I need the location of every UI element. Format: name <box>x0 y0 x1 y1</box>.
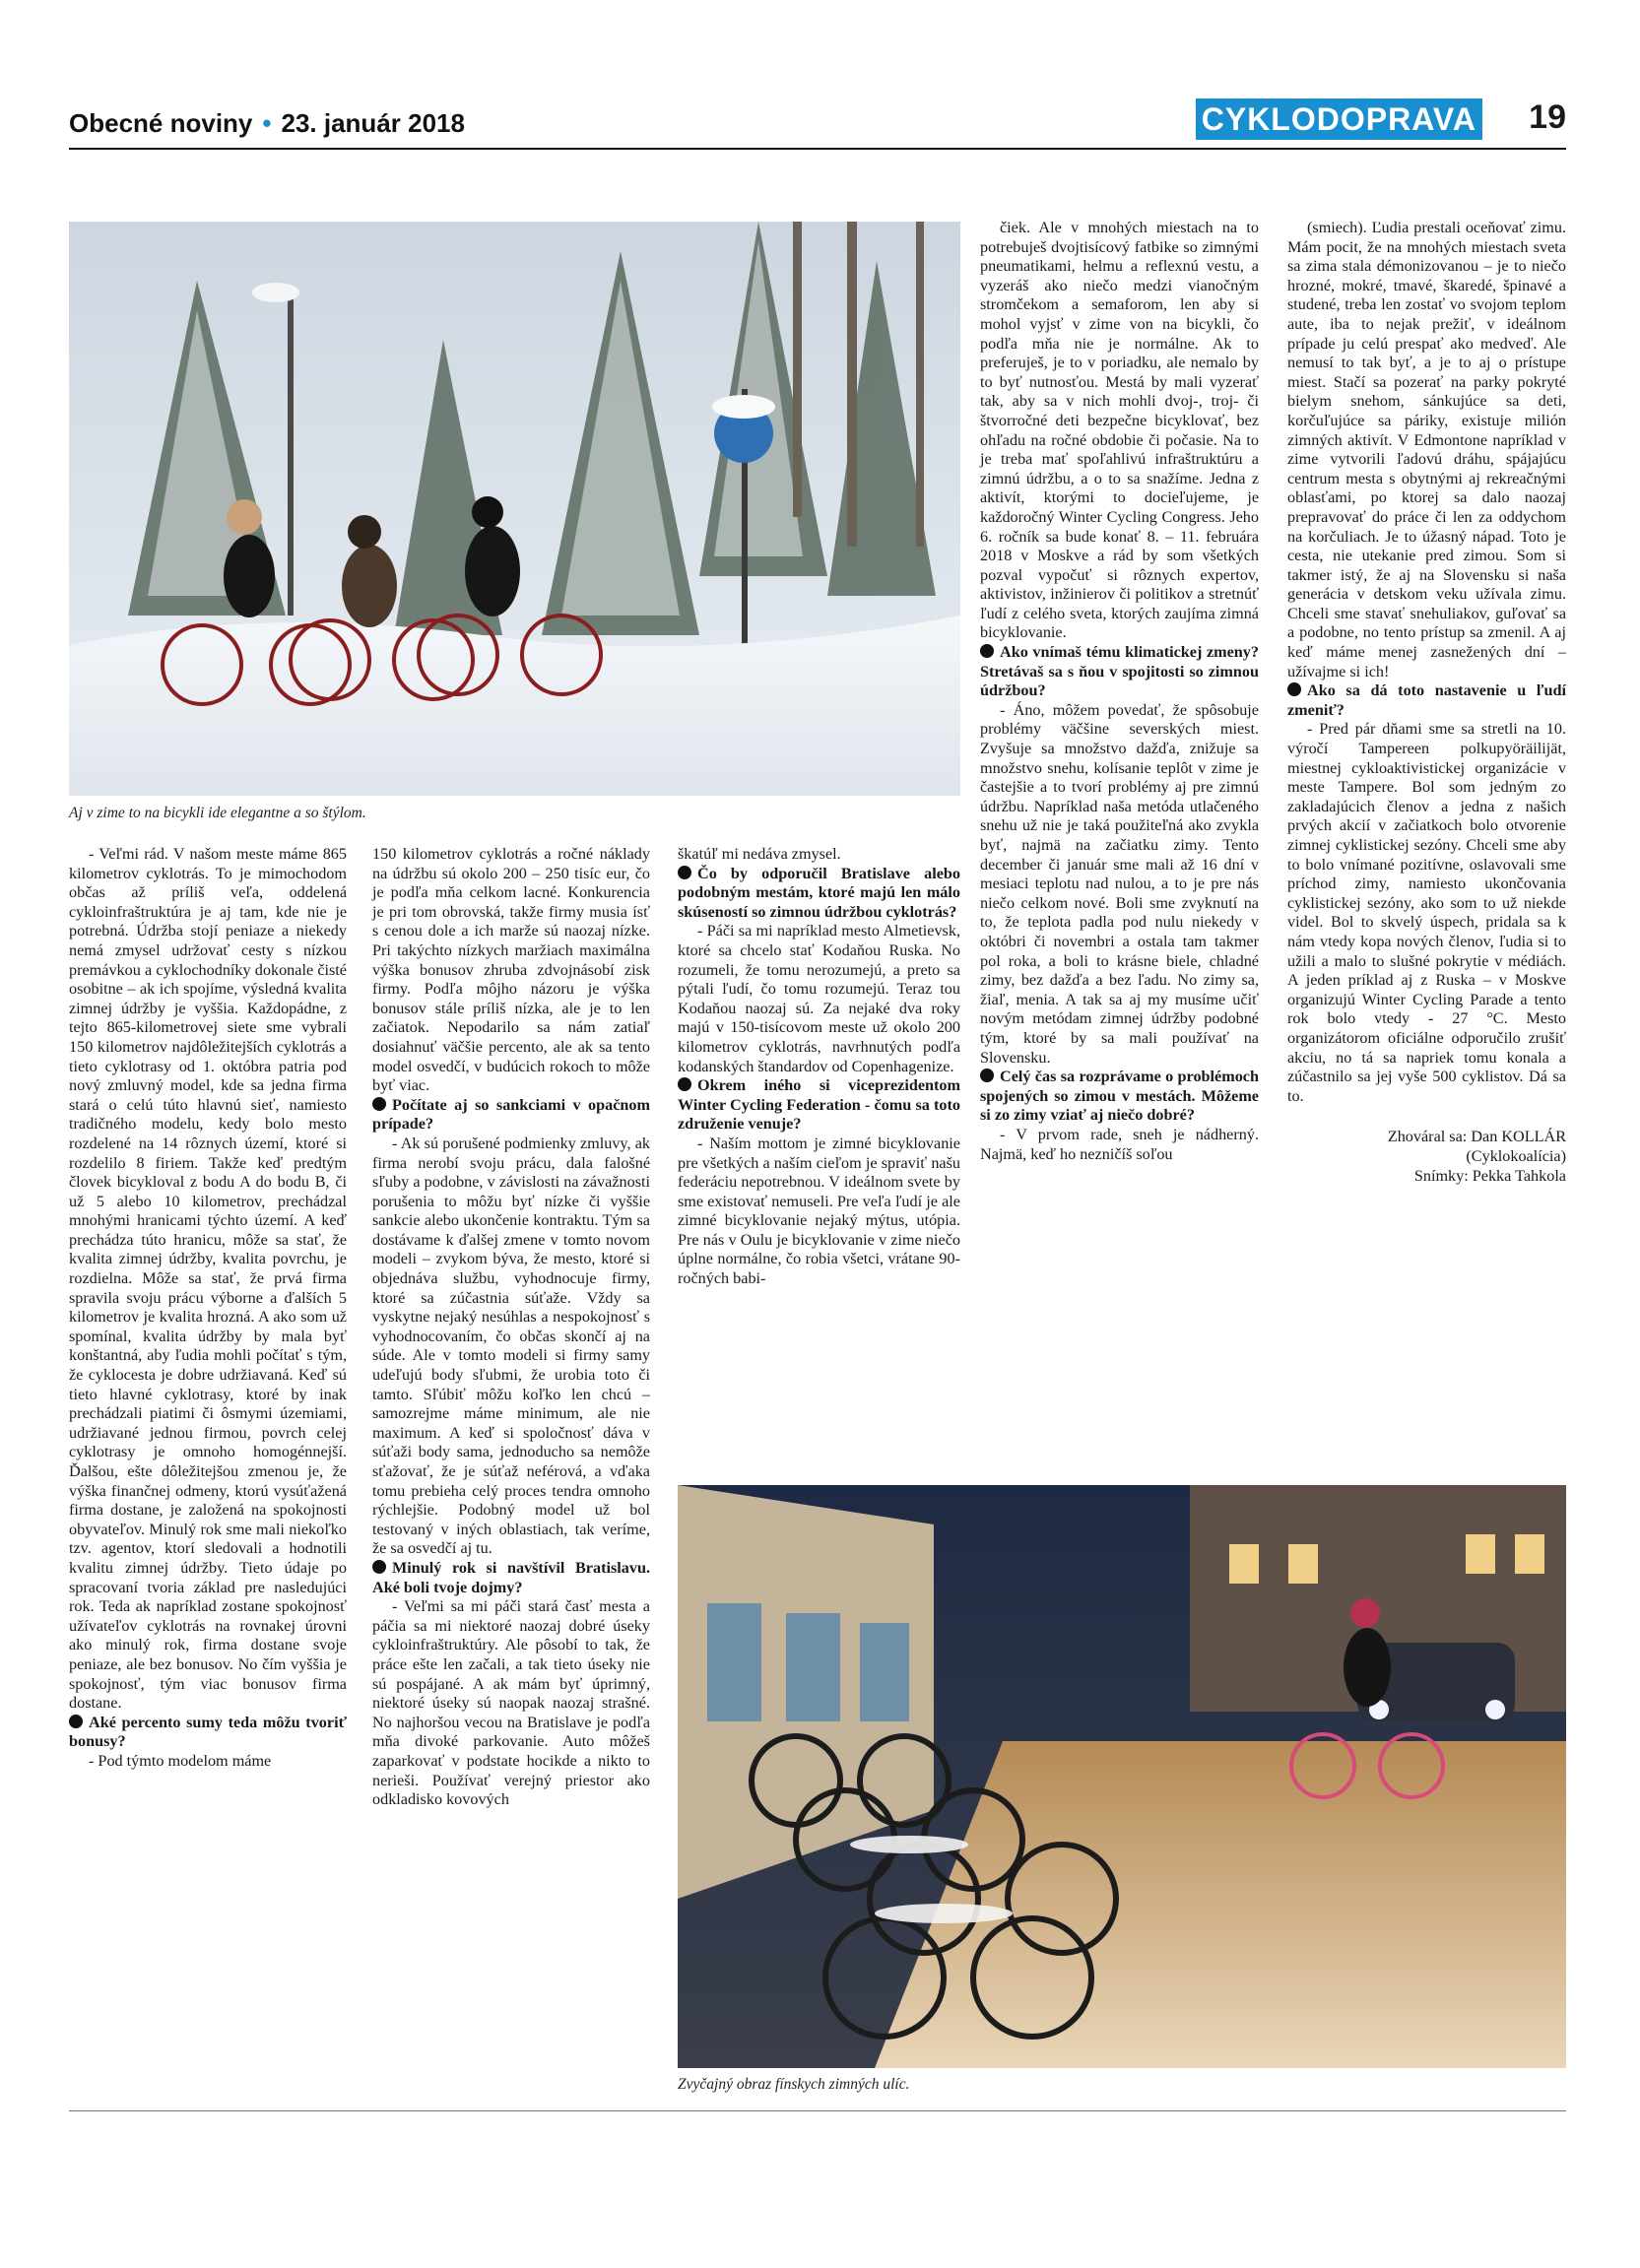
bullet-icon <box>678 866 691 879</box>
finnish-street-image <box>678 1485 1566 2068</box>
bottom-photo-caption: Zvyčajný obraz fínskych zimných ulíc. <box>678 2076 910 2093</box>
article-paragraph: 150 kilometrov cyklotrás a ročné náklady na údržbu sú okolo 200 – 250 tisíc eur, čo je podľa mňa celkom lacné. Konkurencia je pri tom obrovská, takže firmy musia ísť s cenou dole a ich marže sú naozaj nízke. Pri takýchto nízkych maržiach maximálna výška bonusov zhruba zdvojnásobí zisk firmy. Podľa môjho názoru je výška bonusov stále príliš nízka, ale je to len začiatok. Nepodarilo sa nám zatiaľ dosiahnuť väčšie percento, ale ak sa tento model osvedčí, v budúcich rokoch to môže byť viac. <box>372 845 650 1095</box>
article-paragraph: - Pred pár dňami sme sa stretli na 10. výročí Tampereen polkupyöräilijät, miestnej cykloaktivistickej organizácie v meste Tampere. Bol som jedným zo zakladajúcich členov a jedna z našich prvých akcií v začiatkoch bolo otvorenie zimnej cyklistickej sezóny. Chceli sme aby to bolo vnímané pozitívne, oslavovali sme príchod zimy, namiesto ukončovania cyklistickej sezóny, ako som to už niekde videl. Bol to skvelý úspech, pridala sa k nám vtedy kopa nových členov, ľudia si to užili a malo to slušné pokrytie v médiách. A jeden príklad aj z Ruska – v Moskve organizujú Winter Cycling Parade a tento rok bolo vtedy - 27 °C. Mesto organizátorom oficiálne odporučilo zrušiť akciu, no tá sa napriek tomu konala a zúčastnilo sa jej vyše 500 cyklistov. Dá sa to. <box>1287 720 1566 1105</box>
article-paragraph: škatúľ mi nedáva zmysel. <box>678 845 841 863</box>
article-paragraph: - V prvom rade, sneh je nádherný. Najmä, keď ho nezničíš soľou <box>980 1125 1259 1163</box>
page-header <box>69 98 1566 150</box>
article-column-right-top <box>980 219 1259 1164</box>
section-title: CYKLODOPRAVA <box>1196 98 1482 140</box>
bullet-icon <box>372 1560 386 1574</box>
footer-rule <box>69 2110 1566 2111</box>
article-column-1 <box>69 845 347 1772</box>
separator-dot-icon: • <box>262 108 272 138</box>
top-photo <box>69 222 960 796</box>
article-paragraph: - Ak sú porušené podmienky zmluvy, ak firma nerobí svoju prácu, dala falošné sľuby a podobne, v závislosti na závažnosti porušenia to môžu byť nízke či vyššie sankcie alebo ukončenie kontraktu. Tým sa dostávame k ďalšej zmene v tomto novom modeli – zvykom býva, že mesto, ktoré si objednáva službu, vyhodnocuje firmy, ktoré sa zúčastnia súťaže. Vždy sa vyskytne nejaký nesúhlas a nespokojnosť s vyhodnocovaním, čo občas skončí aj na súde. Ale v tomto modeli si firmy samy udeľujú body sľubmi, že urobia toto či tamto. Sľúbiť môžu koľko len chcú – samozrejme máme minimum, ale nie maximum. A keď si spoločnosť dáva v súťaži body sama, jednoducho sa nemôže sťažovať, že je súťaž neférová, a vďaka tomu prebieha celý proces tendra omnoho rýchlejšie. Podobný model už bol testovaný v iných oblastiach, tak veríme, že sa osvedčí aj tu. <box>372 1134 650 1558</box>
bullet-icon <box>69 1715 83 1728</box>
credit-line: Zhováral sa: Dan KOLLÁR <box>1387 1128 1566 1146</box>
bullet-icon <box>1287 682 1301 696</box>
article-paragraph: čiek. Ale v mnohých miestach na to potrebuješ dvojtisícový fatbike so zimnými pneumatikami, helmu a reflexnú vestu, a vyzeráš ako niečo medzi vianočným stromčekom a semaforom, len aby si mohol vyjsť v zime von na bicykli, čo podľa mňa nie je normálne. Ak to preferuješ, je to v poriadku, ale nemalo by to byť nutnosťou. Mestá by mali vyzerať tak, aby sa v nich mohli dvoj-, troj- či štvorročné deti bezpečne bicyklovať, bez ohľadu na ročné obdobie či počasie. Na to je treba mať spoľahlivú infraštruktúru a zimnú údržbu, a o to sa snažíme. Jedna z aktivít, ktorými to docieľujeme, je každoročný Winter Cycling Congress. Jeho 6. ročník sa bude konať 8. – 11. februára 2018 v Moskve a rád by som všetkých pozval vypočuť si rôznych expertov, aktivistov, inžinierov či politikov a stretnúť ľudí z celého sveta, ktorých zaujíma zimná bicyklovanie. <box>980 219 1259 642</box>
question-text: Ako vnímaš tému klimatickej zmeny? Stretávaš sa s ňou v spojitosti so zimnou údržbou? <box>980 643 1259 700</box>
question-text: Čo by odporučil Bratislave alebo podobným mestám, ktoré majú len málo skúseností so zimnou údržbou cyklotrás? <box>678 864 960 921</box>
interview-question <box>678 865 960 923</box>
question-text: Počítate aj so sankciami v opačnom prípade? <box>372 1095 650 1134</box>
article-paragraph: - Naším mottom je zimné bicyklovanie pre všetkých a naším cieľom je spraviť našu federáciu nepotrebnou. V ideálnom svete by sme existovať nemuseli. Pre veľa ľudí je ale zimné bicyklovanie nejaký mýtus, utópia. Pre nás v Oulu je bicyklovanie v zime niečo úplne normálne, čo robia všetci, vrátane 90-ročných babi- <box>678 1134 960 1288</box>
issue-date: 23. január 2018 <box>281 108 465 138</box>
header-rule <box>69 148 1566 150</box>
winter-cyclists-image <box>69 222 960 796</box>
question-text: Ako sa dá toto nastavenie u ľudí zmeniť? <box>1287 681 1566 719</box>
interview-question <box>980 1068 1259 1126</box>
article-paragraph: - Áno, môžem povedať, že spôsobuje problémy väčšine severských miest. Zvyšuje sa množstvo dažďa, znižuje sa množstvo snehu, kolísanie teplôt v zime je častejšie a to tvorí problémy aj pre zimnú údržbu. Napríklad naša metóda utlačeného snehu už nie je taká použiteľná ako zvykla byť, najmä na začiatku zimy. Tento december či január sme mali až 16 dní v mesiaci teplotu nad nulou, a to je pre nás niečo celkom nové. Boli sme zvyknutí na to, že teplota padla pod nulu niekedy v októbri či novembri a ostala tam takmer pol roka, a boli to krásne biele, chladné zimy, bez dažďa a bez ľadu. No zimy sa, žiaľ, menia. A tak sa aj my musíme učiť novým metódam zimnej údržby podobné tým, ktoré by sa mali používať na Slovensku. <box>980 700 1259 1067</box>
question-text: Aké percento sumy teda môžu tvoriť bonusy? <box>69 1713 347 1751</box>
interview-question <box>980 643 1259 701</box>
question-text: Minulý rok si navštívil Bratislavu. Aké boli tvoje dojmy? <box>372 1558 650 1596</box>
bullet-icon <box>980 1069 994 1082</box>
interview-question <box>69 1714 347 1752</box>
publication-line <box>69 108 465 139</box>
credit-line: Snímky: Pekka Tahkola <box>1413 1166 1566 1185</box>
article-column-far-right <box>1287 219 1566 1186</box>
publication-name: Obecné noviny <box>69 108 253 138</box>
question-text: Celý čas sa rozprávame o problémoch spojených so zimou v mestách. Môžeme si zo zimy vziať aj niečo dobré? <box>980 1068 1259 1125</box>
article-column-3 <box>678 845 960 1289</box>
article-paragraph: - Páči sa mi napríklad mesto Almetievsk, ktoré sa chcelo stať Kodaňou Ruska. No rozumeli, že tomu nerozumejú, a preto sa pýtali ľudí, čo tomu rozumejú. Teraz tou Kodaňou naozaj sú. Za nejaké dva roky majú v 150-tisícovom meste už okolo 200 kilometrov cyklotrás, navrhnutých podľa kodanských štandardov od Copenhagenize. <box>678 922 960 1075</box>
question-text: Okrem iného si viceprezidentom Winter Cycling Federation - čomu sa toto združenie venuje? <box>678 1076 960 1134</box>
credit-line: (Cyklokoalícia) <box>1466 1146 1566 1165</box>
interview-question <box>1287 681 1566 720</box>
article-paragraph: (smiech). Ľudia prestali oceňovať zimu. Mám pocit, že na mnohých miestach sveta sa zima stala démonizovanou – je to niečo hrozné, mokré, tmavé, škaredé, špinavé a studené, treba len zostať vo svojom teplom aute, iba to nejak prežiť, v ideálnom prípade ju celú prespať ako medveď. Ale nemusí to tak byť, a je to aj o prístupe miest. Stačí sa pozerať na parky pokryté bielym snehom, sánkujúce sa deti, korčuľujúce sa páriky, existuje milión zimných aktivít. V Edmontone napríklad v zime vytvorili ľadovú dráhu, spájajúcu centrum mesta s obytnými aj rekreačnými oblasťami, po ktorej sa dalo naozaj prepravovať do práce či len za oddychom na korčuliach. Je to úžasný nápad. Toto je cesta, nie utekanie pred zimou. Som si takmer istý, že aj na Slovensku si naša generácia v detskom veku užívala zimu. Chceli sme stavať snehuliakov, guľovať sa a podobne, no tento prístup sa zmenil. A aj keď máme menej zasnežených dní – užívajme si ich! <box>1287 219 1566 680</box>
interview-question <box>678 1076 960 1134</box>
interview-question <box>372 1096 650 1134</box>
article-paragraph: - Pod týmto modelom máme <box>89 1751 272 1770</box>
interview-question <box>372 1559 650 1597</box>
article-column-2 <box>372 845 650 1810</box>
bottom-photo <box>678 1485 1566 2068</box>
top-photo-caption: Aj v zime to na bicykli ide elegantne a so štýlom. <box>69 805 366 821</box>
article-paragraph: - Veľmi sa mi páči stará časť mesta a páčia sa mi niektoré naozaj dobré úseky cykloinfraštruktúry. Ale pôsobí to tak, že práce ešte len začali, a tak tieto úseky nie sú pospájané. A ak mám byť úprimný, niektoré úseky sú naopak naozaj strašné. No najhoršou vecou na Bratislave je podľa mňa divoké parkovanie. Auto môžeš zaparkovať v podstate hocikde a nikto to nerieši. Používať verejný priestor ako odkladisko kovových <box>372 1597 650 1809</box>
article-credits <box>1287 1128 1566 1186</box>
bullet-icon <box>678 1077 691 1091</box>
page-number: 19 <box>1529 98 1566 136</box>
bullet-icon <box>372 1097 386 1111</box>
bullet-icon <box>980 644 994 658</box>
article-paragraph: - Veľmi rád. V našom meste máme 865 kilometrov cyklotrás. To je mimochodom občas až príliš veľa, oddelená cykloinfraštruktúra je aj tam, kde nie je potrebná. Údržba stojí peniaze a niekedy nemá zmysel udržovať cesty s nízkou premávkou a cyklochodníky dokonale čisté osobitne – ak ich spojíme, výsledná kvalita zimnej údržby je vyššia. Každopádne, z tejto 865-kilometrovej siete sme vybrali 150 kilometrov najdôležitejších cyklotrás a tieto cyklotrasy od 1. októbra patria pod nový zmluvný model, kde sa jedna firma stará o celú túto hlavnú sieť, namiesto tradičného modelu, kedy bolo mesto rozdelené na 14 rôznych území, ktoré si rozdelilo 8 firiem. Takže keď predtým človek bicykloval z bodu A do bodu B, či už 5 alebo 10 kilometrov, prechádzal mnohými hranicami týchto území. A keď prechádza túto hranicu, môže sa stať, že kvalita zimnej údržby, kvalita povrchu, je rozdielna. Môže sa stať, že prvá firma spravila svoju prácu výborne a ďalších 5 kilometrov je kvalita hrozná. A ako som už spomínal, kvalita údržby by mala byť konštantná, aby ľudia mohli počítať s tým, že cyklocesta je dobre udržiavaná. Keď sú tieto hlavné cyklotrasy, ktoré by inak prechádzali piatimi či ôsmymi územiami, udržiavané jednou firmou, povrch celej cyklotrasy je omnoho homogénnejší. Ďalšou, ešte dôležitejšou zmenou je, že výška finančnej odmeny, ktorú vysúťažená firma dostane, je založená na spokojnosti obyvateľov. Minulý rok sme mali niekoľko tzv. agentov, ktorí sledovali a hodnotili kvalitu zimnej údržby. Tieto údaje po spracovaní tvoria základ pre nasledujúci rok. Teda ak napríklad zostane spokojnosť užívateľov cyklotrás na rovnakej úrovni ako minulý rok, firma dostane svoje peniaze, ale bez bonusov. No čím vyššia je spokojnosť, tým viac bonusov firma dostane. <box>69 845 347 1713</box>
